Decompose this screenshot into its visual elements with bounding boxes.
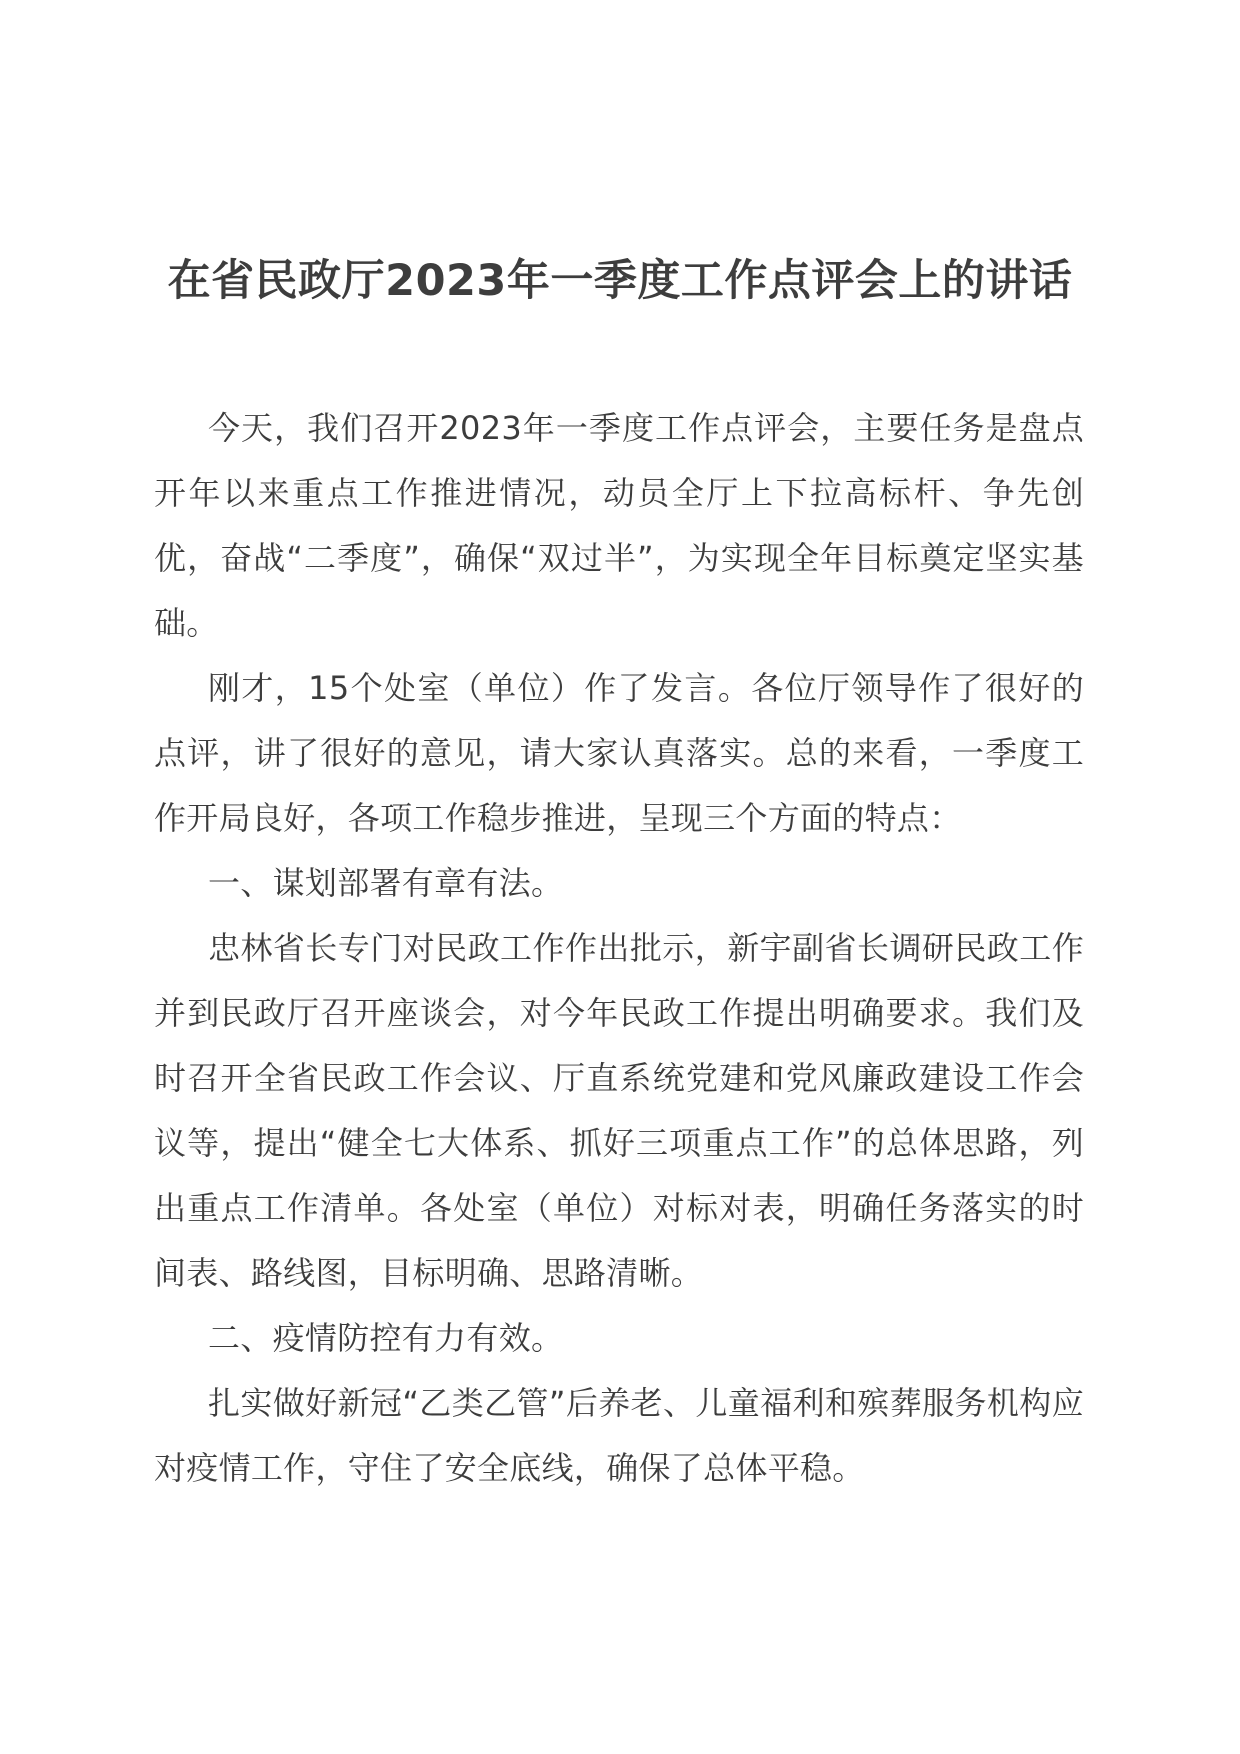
document-body	[154, 396, 1084, 1501]
paragraph-section-1: 忠林省长专门对民政工作作出批示，新宇副省长调研民政工作并到民政厅召开座谈会，对今年民政工作提出明确要求。我们及时召开全省民政工作会议、厅直系统党建和党风廉政建设工作会议等，提出“健全七大体系、抓好三项重点工作”的总体思路，列出重点工作清单。各处室（单位）对标对表，明确任务落实的时间表、路线图，目标明确、思路清晰。	[154, 929, 1084, 1292]
section-heading-2: 二、疫情防控有力有效。	[208, 1319, 564, 1357]
paragraph-summary: 刚才，15个处室（单位）作了发言。各位厅领导作了很好的点评，讲了很好的意见，请大家认真落实。总的来看，一季度工作开局良好，各项工作稳步推进，呈现三个方面的特点：	[154, 669, 1084, 837]
section-heading-1: 一、谋划部署有章有法。	[208, 864, 564, 902]
document-title: 在省民政厅2023年一季度工作点评会上的讲话	[167, 256, 1073, 306]
paragraph-section-2: 扎实做好新冠“乙类乙管”后养老、儿童福利和殡葬服务机构应对疫情工作，守住了安全底线，确保了总体平稳。	[154, 1384, 1084, 1487]
paragraph-intro: 今天，我们召开2023年一季度工作点评会，主要任务是盘点开年以来重点工作推进情况，动员全厅上下拉高标杆、争先创优，奋战“二季度”，确保“双过半”，为实现全年目标奠定坚实基础。	[154, 409, 1084, 642]
